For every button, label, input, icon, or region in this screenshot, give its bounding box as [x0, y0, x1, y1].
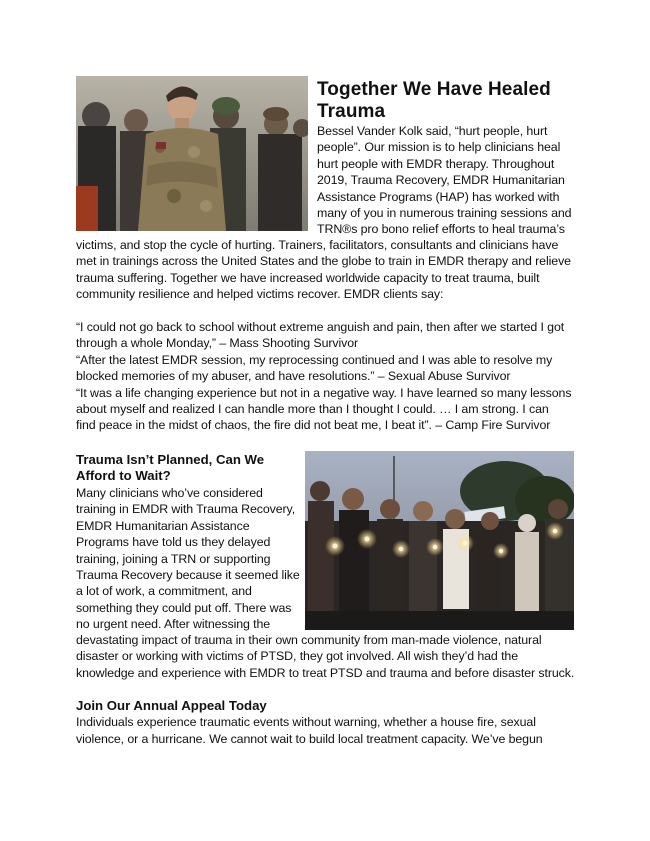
body-line: hurt people with EMDR therapy. Throughout: [317, 156, 555, 171]
section2-wrapped-text: [76, 485, 306, 633]
quote-line: find peace in the midst of chaos, the fire did not beat me, I beat it”. – Camp Fire Survivor: [76, 418, 551, 433]
soldier-photo: [76, 76, 308, 231]
body-line: knowledge and experience with EMDR to treat PTSD and trauma and before disaster struck.: [76, 665, 575, 680]
body-line: violence, or a hurricane. We cannot wait to build local treatment capacity. We’ve begun: [76, 731, 543, 746]
body-line: people”. Our mission is to help clinicians heal: [317, 140, 561, 155]
quote-line: through a whole Monday,” – Mass Shooting Survivor: [76, 336, 359, 351]
body-line: Programs have told us they delayed: [76, 535, 271, 550]
body-line: Assistance Programs (HAP) has worked with: [317, 189, 560, 204]
body-line: EMDR Humanitarian Assistance: [76, 518, 250, 533]
body-line: Trauma Recovery because it seemed like: [76, 568, 300, 583]
title-line: Together We Have Healed: [317, 79, 551, 100]
quote-line: “After the latest EMDR session, my reprocessing continued and I was able to resolve my: [76, 352, 553, 367]
body-line: Bessel Vander Kolk said, “hurt people, hurt: [317, 124, 548, 138]
heading-line: Afford to Wait?: [76, 468, 171, 484]
body-line: community resilience and helped victims recover. EMDR clients say:: [76, 287, 444, 302]
body-line: victims, and stop the cycle of hurting. Trainers, facilitators, consultants and clinicians have: [76, 238, 559, 252]
soldier-photo-graphic: [76, 76, 308, 231]
body-line: training in EMDR with Trauma Recovery,: [76, 502, 296, 517]
body-line: 2019, Trauma Recovery, EMDR Humanitarian: [317, 173, 565, 188]
section3-heading: Join Our Annual Appeal Today: [76, 698, 267, 713]
section1-wrapped-text: [317, 123, 577, 238]
section2-full-text: [76, 632, 576, 681]
body-line: trauma suffering. Together we have increased worldwide capacity to treat trauma, built: [76, 270, 540, 285]
body-line: Many clinicians who’ve considered: [76, 486, 263, 500]
quote-line: blocked memories of my abuser, and have resolutions.” – Sexual Abuse Survivor: [76, 369, 511, 384]
body-line: training, joining a TRN or supporting: [76, 551, 271, 566]
client-quotes: [76, 319, 576, 434]
quote-line: “It was a life changing experience but not in a negative way. I have learned so many lessons: [76, 385, 572, 400]
section1-full-text: [76, 237, 576, 303]
quote-line: about myself and realized I can handle more than I thought I could. … I am strong. I can: [76, 402, 549, 417]
body-line: something they could put off. There was: [76, 600, 292, 615]
quote-line: “I could not go back to school without extreme anguish and pain, then after we started I got: [76, 320, 565, 334]
section3: [76, 698, 576, 747]
title-line: Trauma: [317, 101, 386, 122]
section1-title: [317, 79, 577, 123]
candlelight-vigil-photo: [305, 451, 574, 630]
candlelight-vigil-graphic: [305, 451, 574, 630]
body-line: many of you in numerous training sessions and: [317, 206, 572, 221]
body-line: disaster or working with victims of PTSD, they got involved. All wish they’d had the: [76, 649, 518, 664]
body-line: a lot of work, a commitment, and: [76, 584, 252, 599]
body-line: TRN®s pro bono relief efforts to heal trauma’s: [317, 222, 565, 237]
body-line: no urgent need. After witnessing the: [76, 617, 271, 632]
section2-heading: [76, 452, 306, 485]
body-line: Individuals experience traumatic events without warning, whether a house fire, sexual: [76, 715, 536, 730]
body-line: devastating impact of trauma in their own community from man-made violence, natural: [76, 633, 542, 647]
heading-line: Trauma Isn’t Planned, Can We: [76, 452, 265, 467]
body-line: met in trainings across the United States and the globe to train in EMDR therapy and relieve: [76, 254, 571, 269]
